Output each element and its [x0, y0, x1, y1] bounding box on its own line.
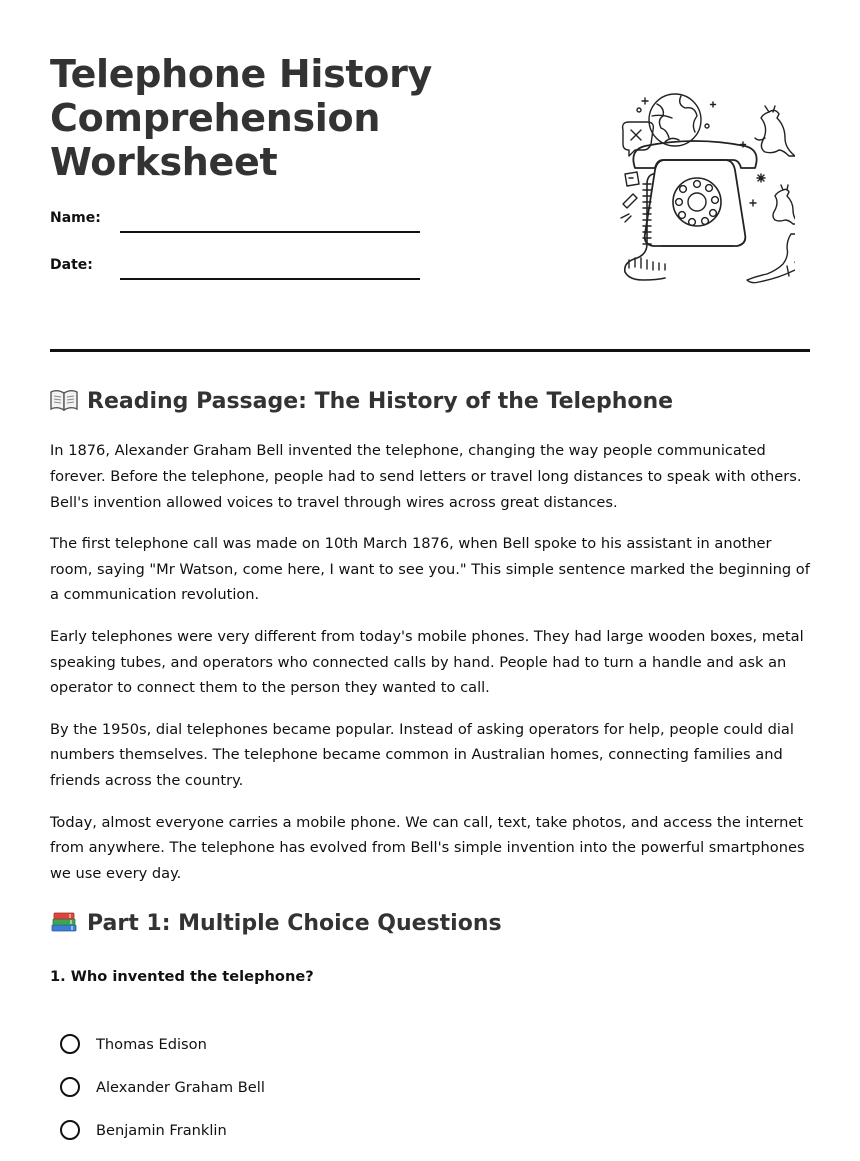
question-1: 1. Who invented the telephone? — [50, 968, 314, 985]
globe-icon — [649, 94, 701, 146]
radio-button[interactable] — [60, 1034, 80, 1054]
reading-passage — [50, 438, 810, 902]
answer-option-benjamin-franklin[interactable] — [60, 1117, 227, 1143]
worksheet-page — [50, 0, 810, 1161]
kangaroo-icon — [747, 228, 795, 283]
worksheet-title: Telephone History Comprehension Worksheet — [50, 52, 432, 184]
option-label: Benjamin Franklin — [96, 1121, 227, 1139]
reading-passage-heading-text: Reading Passage: The History of the Telephone — [87, 389, 674, 414]
passage-paragraph: Early telephones were very different from today's mobile phones. They had large wooden boxes, metal speaking tubes, and operators who connected calls by hand. People had to turn a handle and ask an operator to connect them to the person they wanted to call. — [50, 627, 804, 697]
part1-heading-text: Part 1: Multiple Choice Questions — [87, 911, 502, 936]
vintage-rotary-telephone-illustration — [565, 82, 795, 292]
name-field[interactable] — [120, 231, 420, 233]
name-label: Name: — [50, 210, 101, 226]
open-book-icon — [50, 389, 78, 411]
passage-paragraph: Today, almost everyone carries a mobile phone. We can call, text, take photos, and access the internet from anywhere. The telephone has evolved from Bell's simple invention into the powerful smartphones we use every day. — [50, 813, 805, 883]
rotary-dial — [673, 178, 721, 226]
part1-heading — [50, 911, 502, 936]
kangaroo-icon — [755, 106, 795, 156]
speech-bubble-icon — [623, 122, 654, 156]
section-divider — [50, 349, 810, 352]
radio-button[interactable] — [60, 1120, 80, 1140]
radio-button[interactable] — [60, 1077, 80, 1097]
date-field[interactable] — [120, 278, 420, 280]
option-label: Thomas Edison — [96, 1035, 207, 1053]
passage-paragraph: In 1876, Alexander Graham Bell invented the telephone, changing the way people communicated forever. Before the telephone, people had to send letters or travel long distances to speak with others. Bell's invention allowed voices to travel through wires across great distances. — [50, 442, 802, 511]
books-icon — [50, 911, 78, 933]
reading-passage-heading — [50, 389, 673, 414]
passage-paragraph: The first telephone call was made on 10th March 1876, when Bell spoke to his assistant in another room, saying "Mr Watson, come here, I want to see you." This simple sentence marked the beginning of a communication revolution. — [50, 534, 810, 604]
passage-paragraph: By the 1950s, dial telephones became popular. Instead of asking operators for help, people could dial numbers themselves. The telephone became common in Australian homes, connecting families and friends across the country. — [50, 720, 794, 790]
answer-option-thomas-edison[interactable] — [60, 1031, 207, 1057]
option-label: Alexander Graham Bell — [96, 1078, 265, 1096]
kangaroo-icon — [773, 185, 795, 224]
answer-option-alexander-graham-bell[interactable] — [60, 1074, 265, 1100]
date-label: Date: — [50, 257, 93, 273]
